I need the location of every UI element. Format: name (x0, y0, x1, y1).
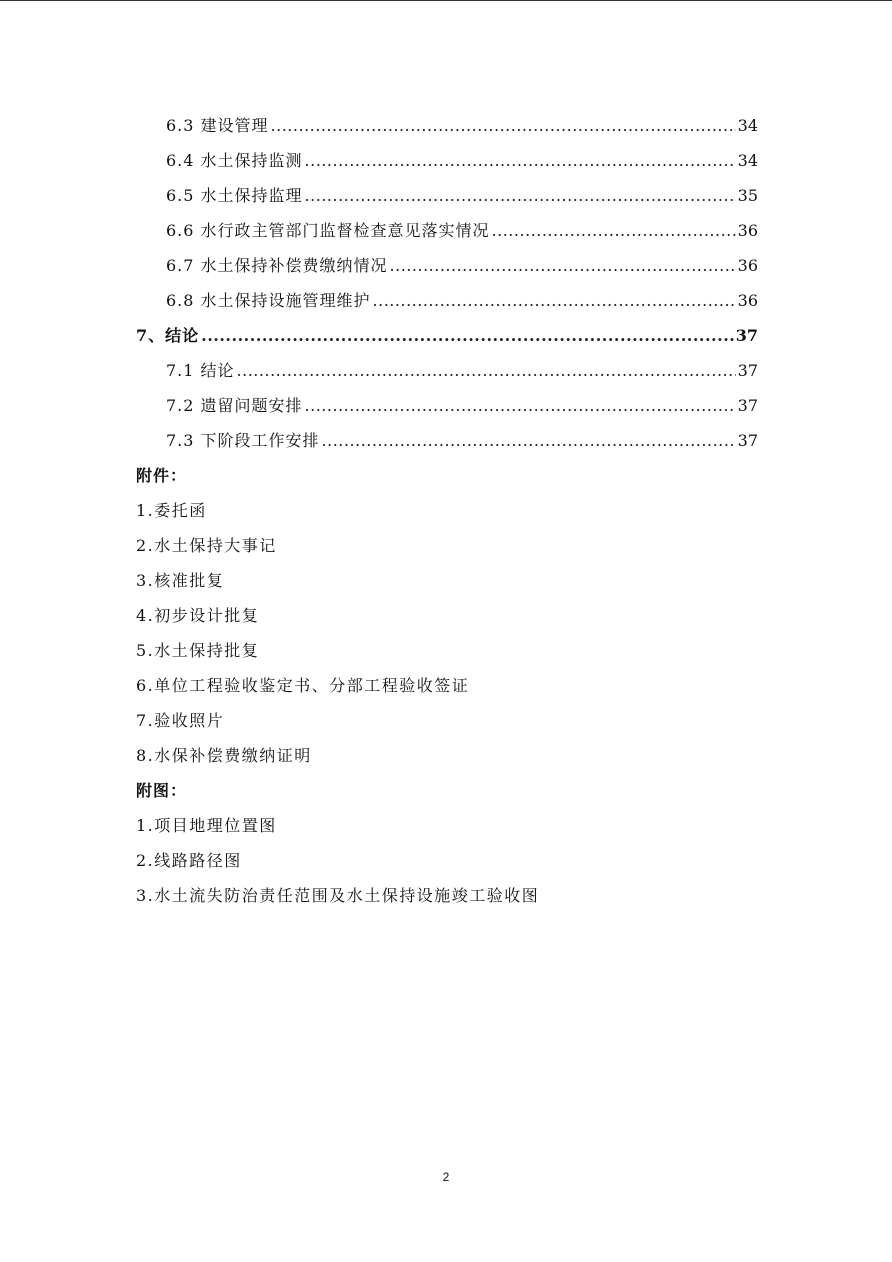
toc-entry-label: 6.6 水行政主管部门监督检查意见落实情况 (166, 221, 490, 240)
toc-entry-6-7[interactable] (166, 253, 758, 279)
toc-leader-dots (305, 393, 736, 419)
toc-entry-page: 37 (737, 361, 758, 380)
figure-item: 1.项目地理位置图 (136, 816, 277, 835)
toc-entry-label: 6.5 水土保持监理 (166, 186, 303, 205)
toc-entry-page: 36 (737, 221, 758, 240)
attachment-item: 2.水土保持大事记 (136, 536, 277, 555)
toc-leader-dots (305, 183, 736, 209)
attachments-heading: 附件： (136, 466, 188, 485)
toc-entry-6-4[interactable] (166, 148, 758, 174)
toc-leader-dots (492, 218, 736, 244)
attachment-item: 3.核准批复 (136, 571, 225, 590)
toc-entry-6-8[interactable] (166, 288, 758, 314)
toc-leader-dots (201, 323, 734, 349)
attachment-item: 1.委托函 (136, 501, 207, 520)
toc-leader-dots (373, 288, 736, 314)
attachment-item: 4.初步设计批复 (136, 606, 260, 625)
page-number: 2 (442, 1170, 450, 1184)
toc-entry-page: 34 (737, 151, 758, 170)
attachment-item: 5.水土保持批复 (136, 641, 260, 660)
toc-entry-label: 6.8 水土保持设施管理维护 (166, 291, 371, 310)
toc-entry-7-3[interactable] (166, 428, 758, 454)
attachment-item: 8.水保补偿费缴纳证明 (136, 746, 312, 765)
toc-leader-dots (271, 113, 736, 139)
toc-entry-page: 37 (737, 431, 758, 450)
toc-entry-label: 7、结论 (136, 326, 200, 345)
toc-entry-6-5[interactable] (166, 183, 758, 209)
toc-entry-7[interactable] (136, 323, 758, 349)
toc-entry-6-6[interactable] (166, 218, 758, 244)
toc-leader-dots (305, 148, 736, 174)
toc-entry-label: 7.3 下阶段工作安排 (166, 431, 320, 450)
toc-leader-dots (322, 428, 736, 454)
toc-entry-7-1[interactable] (166, 358, 758, 384)
toc-entry-page: 35 (737, 186, 758, 205)
toc-entry-label: 7.2 遗留问题安排 (166, 396, 303, 415)
toc-entry-7-2[interactable] (166, 393, 758, 419)
toc-entry-page: 36 (737, 256, 758, 275)
toc-entry-page: 34 (737, 116, 758, 135)
toc-leader-dots (390, 253, 736, 279)
toc-entry-page: 37 (737, 396, 758, 415)
toc-entry-page: 37 (735, 326, 758, 345)
toc-entry-label: 6.3 建设管理 (166, 116, 269, 135)
toc-entry-label: 6.7 水土保持补偿费缴纳情况 (166, 256, 388, 275)
figure-item: 2.线路路径图 (136, 851, 242, 870)
toc-entry-page: 36 (737, 291, 758, 310)
page-top-border (0, 0, 892, 1)
toc-entry-label: 6.4 水土保持监测 (166, 151, 303, 170)
figure-item: 3.水土流失防治责任范围及水土保持设施竣工验收图 (136, 886, 540, 905)
figures-heading: 附图： (136, 781, 188, 800)
toc-entry-label: 7.1 结论 (166, 361, 235, 380)
attachment-item: 7.验收照片 (136, 711, 225, 730)
toc-entry-6-3[interactable] (166, 113, 758, 139)
toc-leader-dots (237, 358, 736, 384)
attachment-item: 6.单位工程验收鉴定书、分部工程验收签证 (136, 676, 470, 695)
